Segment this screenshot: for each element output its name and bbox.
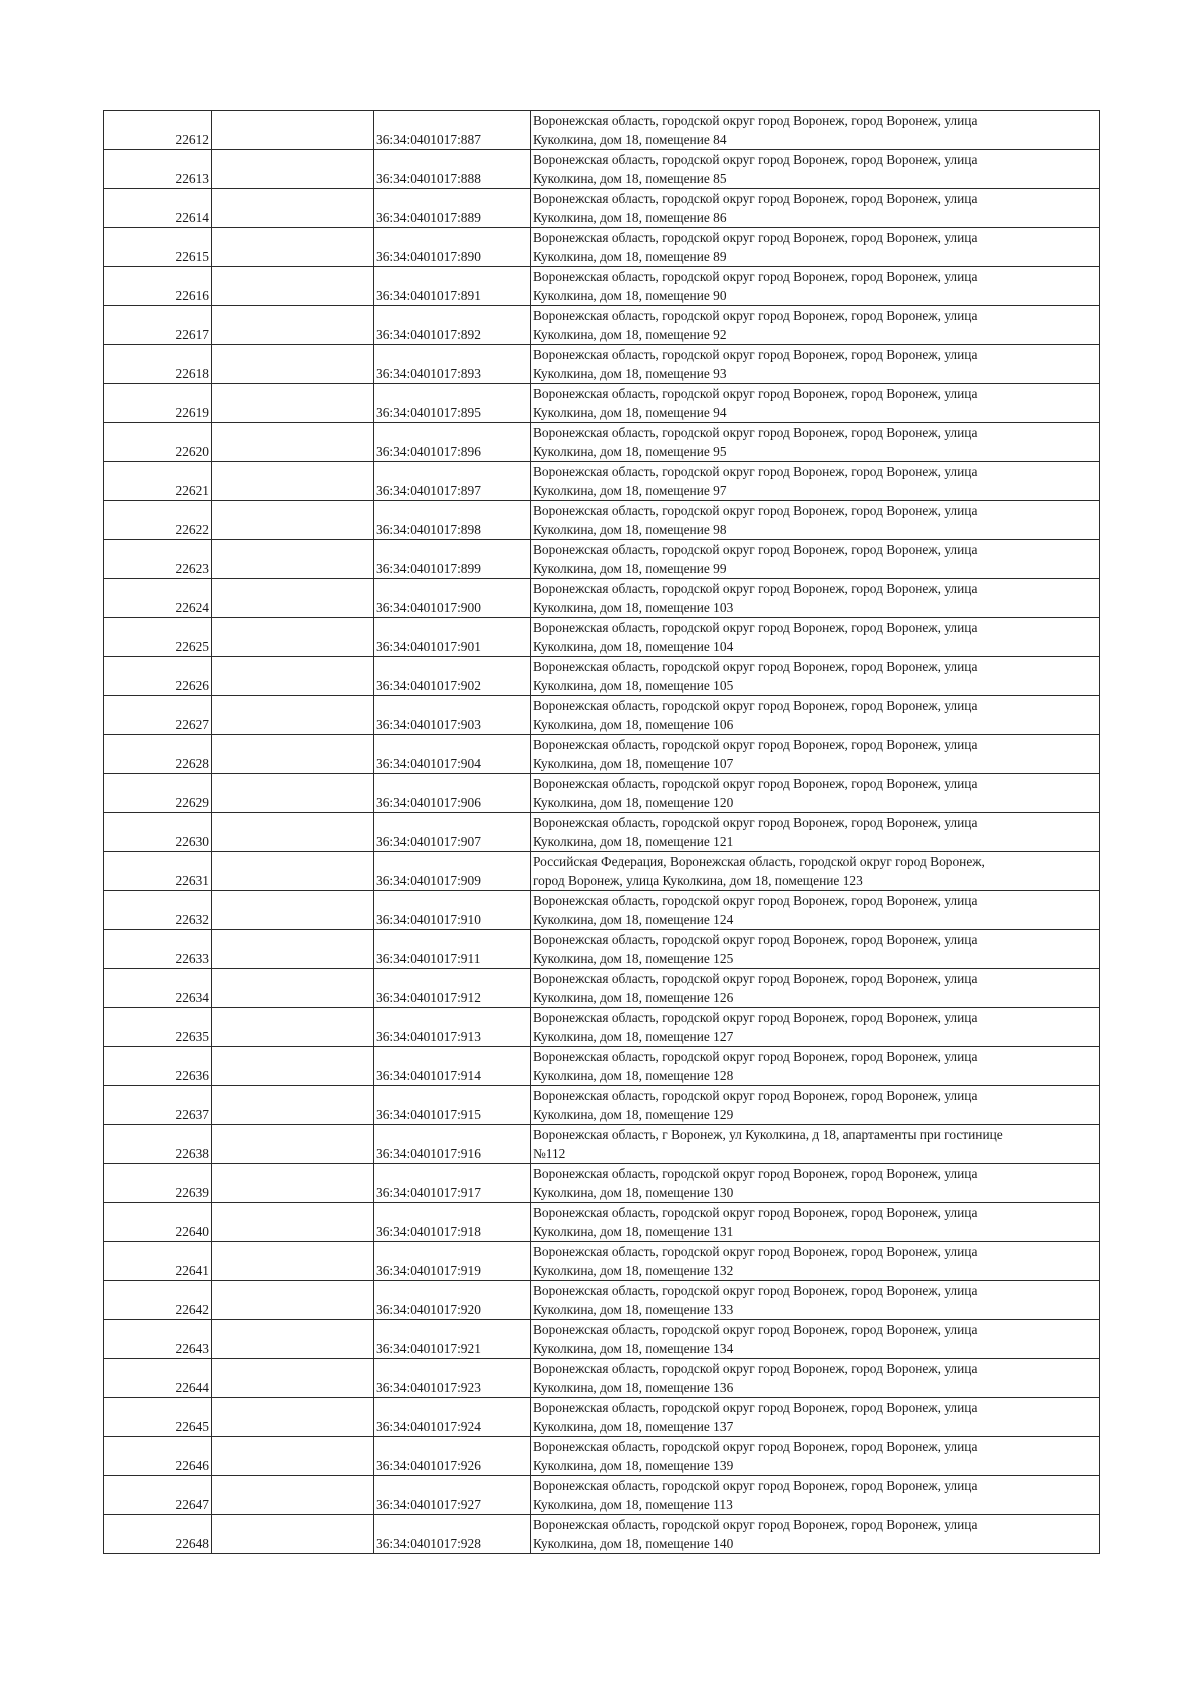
empty-cell — [212, 1437, 374, 1476]
cadastral-number-cell: 36:34:0401017:903 — [374, 696, 531, 735]
table-row — [104, 423, 1100, 462]
empty-cell — [212, 1086, 374, 1125]
table-body — [104, 111, 1100, 1554]
row-number-cell: 22642 — [104, 1281, 212, 1320]
address-cell — [531, 228, 1100, 267]
cadastral-number-cell: 36:34:0401017:902 — [374, 657, 531, 696]
empty-cell — [212, 1359, 374, 1398]
address-line-2: город Воронеж, улица Куколкина, дом 18, помещение 123 — [533, 873, 863, 888]
address-cell — [531, 657, 1100, 696]
empty-cell — [212, 1164, 374, 1203]
address-cell — [531, 423, 1100, 462]
address-line-2: Куколкина, дом 18, помещение 107 — [533, 756, 734, 771]
address-cell — [531, 618, 1100, 657]
cadastral-number-cell: 36:34:0401017:928 — [374, 1515, 531, 1554]
cadastral-number-cell: 36:34:0401017:898 — [374, 501, 531, 540]
row-number-cell: 22644 — [104, 1359, 212, 1398]
cadastral-number-cell: 36:34:0401017:924 — [374, 1398, 531, 1437]
address-line-2: Куколкина, дом 18, помещение 92 — [533, 327, 727, 342]
address-line-1: Воронежская область, городской округ город Воронеж, город Воронеж, улица — [533, 581, 978, 596]
row-number-cell: 22614 — [104, 189, 212, 228]
cadastral-number-cell: 36:34:0401017:909 — [374, 852, 531, 891]
empty-cell — [212, 969, 374, 1008]
row-number-cell: 22623 — [104, 540, 212, 579]
address-cell — [531, 1125, 1100, 1164]
address-line-2: Куколкина, дом 18, помещение 124 — [533, 912, 734, 927]
address-line-1: Воронежская область, городской округ город Воронеж, город Воронеж, улица — [533, 1244, 978, 1259]
table-row — [104, 462, 1100, 501]
address-line-2: Куколкина, дом 18, помещение 136 — [533, 1380, 734, 1395]
address-line-1: Воронежская область, городской округ город Воронеж, город Воронеж, улица — [533, 503, 978, 518]
table-row — [104, 1047, 1100, 1086]
empty-cell — [212, 267, 374, 306]
cadastral-number-cell: 36:34:0401017:914 — [374, 1047, 531, 1086]
row-number-cell: 22619 — [104, 384, 212, 423]
address-line-2: Куколкина, дом 18, помещение 134 — [533, 1341, 734, 1356]
table-row — [104, 228, 1100, 267]
address-line-2: Куколкина, дом 18, помещение 86 — [533, 210, 727, 225]
empty-cell — [212, 501, 374, 540]
row-number-cell: 22624 — [104, 579, 212, 618]
address-line-2: Куколкина, дом 18, помещение 104 — [533, 639, 734, 654]
address-line-2: Куколкина, дом 18, помещение 129 — [533, 1107, 734, 1122]
address-line-2: Куколкина, дом 18, помещение 93 — [533, 366, 727, 381]
empty-cell — [212, 540, 374, 579]
empty-cell — [212, 1047, 374, 1086]
address-cell — [531, 1398, 1100, 1437]
address-cell — [531, 384, 1100, 423]
row-number-cell: 22621 — [104, 462, 212, 501]
empty-cell — [212, 579, 374, 618]
row-number-cell: 22622 — [104, 501, 212, 540]
address-line-1: Воронежская область, городской округ город Воронеж, город Воронеж, улица — [533, 659, 978, 674]
address-line-2: Куколкина, дом 18, помещение 99 — [533, 561, 727, 576]
row-number-cell: 22636 — [104, 1047, 212, 1086]
table-row — [104, 540, 1100, 579]
table-row — [104, 1281, 1100, 1320]
row-number-cell: 22638 — [104, 1125, 212, 1164]
cadastral-number-cell: 36:34:0401017:913 — [374, 1008, 531, 1047]
table-row — [104, 1515, 1100, 1554]
row-number-cell: 22625 — [104, 618, 212, 657]
cadastral-number-cell: 36:34:0401017:920 — [374, 1281, 531, 1320]
cadastral-number-cell: 36:34:0401017:904 — [374, 735, 531, 774]
address-line-1: Воронежская область, городской округ город Воронеж, город Воронеж, улица — [533, 1049, 978, 1064]
address-cell — [531, 1086, 1100, 1125]
table-row — [104, 189, 1100, 228]
address-line-2: Куколкина, дом 18, помещение 85 — [533, 171, 727, 186]
address-cell — [531, 267, 1100, 306]
address-line-2: Куколкина, дом 18, помещение 90 — [533, 288, 727, 303]
address-line-1: Воронежская область, городской округ город Воронеж, город Воронеж, улица — [533, 1010, 978, 1025]
address-line-2: Куколкина, дом 18, помещение 126 — [533, 990, 734, 1005]
row-number-cell: 22639 — [104, 1164, 212, 1203]
empty-cell — [212, 1281, 374, 1320]
table-row — [104, 891, 1100, 930]
table-row — [104, 1086, 1100, 1125]
table-row — [104, 852, 1100, 891]
row-number-cell: 22620 — [104, 423, 212, 462]
address-cell — [531, 462, 1100, 501]
table-row — [104, 501, 1100, 540]
table-row — [104, 1164, 1100, 1203]
row-number-cell: 22640 — [104, 1203, 212, 1242]
address-cell — [531, 930, 1100, 969]
address-line-2: Куколкина, дом 18, помещение 121 — [533, 834, 734, 849]
address-line-1: Воронежская область, городской округ город Воронеж, город Воронеж, улица — [533, 737, 978, 752]
address-line-1: Воронежская область, городской округ город Воронеж, город Воронеж, улица — [533, 1205, 978, 1220]
cadastral-number-cell: 36:34:0401017:899 — [374, 540, 531, 579]
address-cell — [531, 1281, 1100, 1320]
cadastral-number-cell: 36:34:0401017:921 — [374, 1320, 531, 1359]
table-row — [104, 1437, 1100, 1476]
table-row — [104, 111, 1100, 150]
cadastral-number-cell: 36:34:0401017:891 — [374, 267, 531, 306]
address-line-2: Куколкина, дом 18, помещение 97 — [533, 483, 727, 498]
table-row — [104, 150, 1100, 189]
address-line-1: Воронежская область, городской округ город Воронеж, город Воронеж, улица — [533, 152, 978, 167]
table-row — [104, 657, 1100, 696]
table-row — [104, 735, 1100, 774]
address-line-2: Куколкина, дом 18, помещение 140 — [533, 1536, 734, 1551]
table-row — [104, 267, 1100, 306]
address-cell — [531, 1476, 1100, 1515]
address-cell — [531, 1320, 1100, 1359]
empty-cell — [212, 852, 374, 891]
cadastral-number-cell: 36:34:0401017:912 — [374, 969, 531, 1008]
table-row — [104, 930, 1100, 969]
address-line-1: Воронежская область, городской округ город Воронеж, город Воронеж, улица — [533, 542, 978, 557]
address-line-2: Куколкина, дом 18, помещение 131 — [533, 1224, 734, 1239]
cadastral-number-cell: 36:34:0401017:889 — [374, 189, 531, 228]
cadastral-number-cell: 36:34:0401017:901 — [374, 618, 531, 657]
address-line-1: Воронежская область, городской округ город Воронеж, город Воронеж, улица — [533, 386, 978, 401]
row-number-cell: 22633 — [104, 930, 212, 969]
table-row — [104, 1125, 1100, 1164]
address-cell — [531, 1359, 1100, 1398]
table-row — [104, 696, 1100, 735]
address-line-1: Воронежская область, городской округ город Воронеж, город Воронеж, улица — [533, 1088, 978, 1103]
row-number-cell: 22626 — [104, 657, 212, 696]
address-cell — [531, 579, 1100, 618]
address-cell — [531, 306, 1100, 345]
address-line-2: Куколкина, дом 18, помещение 94 — [533, 405, 727, 420]
address-line-2: Куколкина, дом 18, помещение 84 — [533, 132, 727, 147]
row-number-cell: 22646 — [104, 1437, 212, 1476]
empty-cell — [212, 1203, 374, 1242]
empty-cell — [212, 735, 374, 774]
row-number-cell: 22613 — [104, 150, 212, 189]
empty-cell — [212, 657, 374, 696]
row-number-cell: 22630 — [104, 813, 212, 852]
table-row — [104, 774, 1100, 813]
address-cell — [531, 111, 1100, 150]
address-line-1: Воронежская область, городской округ город Воронеж, город Воронеж, улица — [533, 893, 978, 908]
address-line-1: Воронежская область, городской округ город Воронеж, город Воронеж, улица — [533, 1439, 978, 1454]
row-number-cell: 22631 — [104, 852, 212, 891]
address-line-2: Куколкина, дом 18, помещение 98 — [533, 522, 727, 537]
empty-cell — [212, 618, 374, 657]
table-row — [104, 1203, 1100, 1242]
address-cell — [531, 1242, 1100, 1281]
address-cell — [531, 150, 1100, 189]
address-line-2: Куколкина, дом 18, помещение 106 — [533, 717, 734, 732]
row-number-cell: 22617 — [104, 306, 212, 345]
address-line-1: Воронежская область, городской округ город Воронеж, город Воронеж, улица — [533, 1322, 978, 1337]
address-line-1: Воронежская область, городской округ город Воронеж, город Воронеж, улица — [533, 269, 978, 284]
address-line-1: Воронежская область, городской округ город Воронеж, город Воронеж, улица — [533, 425, 978, 440]
address-line-1: Воронежская область, городской округ город Воронеж, город Воронеж, улица — [533, 230, 978, 245]
table-row — [104, 306, 1100, 345]
cadastral-number-cell: 36:34:0401017:890 — [374, 228, 531, 267]
address-line-2: Куколкина, дом 18, помещение 137 — [533, 1419, 734, 1434]
address-cell — [531, 1203, 1100, 1242]
table-row — [104, 384, 1100, 423]
row-number-cell: 22635 — [104, 1008, 212, 1047]
address-cell — [531, 1437, 1100, 1476]
table-row — [104, 1320, 1100, 1359]
address-line-1: Воронежская область, городской округ город Воронеж, город Воронеж, улица — [533, 1166, 978, 1181]
table-row — [104, 1398, 1100, 1437]
cadastral-number-cell: 36:34:0401017:923 — [374, 1359, 531, 1398]
row-number-cell: 22634 — [104, 969, 212, 1008]
empty-cell — [212, 1476, 374, 1515]
cadastral-number-cell: 36:34:0401017:888 — [374, 150, 531, 189]
empty-cell — [212, 150, 374, 189]
address-line-1: Воронежская область, городской округ город Воронеж, город Воронеж, улица — [533, 971, 978, 986]
address-line-1: Воронежская область, городской округ город Воронеж, город Воронеж, улица — [533, 347, 978, 362]
address-line-2: Куколкина, дом 18, помещение 120 — [533, 795, 734, 810]
address-line-2: Куколкина, дом 18, помещение 127 — [533, 1029, 734, 1044]
address-cell — [531, 696, 1100, 735]
address-cell — [531, 1164, 1100, 1203]
row-number-cell: 22628 — [104, 735, 212, 774]
address-cell — [531, 1515, 1100, 1554]
row-number-cell: 22612 — [104, 111, 212, 150]
address-line-1: Воронежская область, г Воронеж, ул Куколкина, д 18, апартаменты при гостинице — [533, 1127, 1003, 1142]
empty-cell — [212, 423, 374, 462]
address-line-2: Куколкина, дом 18, помещение 103 — [533, 600, 734, 615]
row-number-cell: 22615 — [104, 228, 212, 267]
row-number-cell: 22648 — [104, 1515, 212, 1554]
address-line-1: Воронежская область, городской округ город Воронеж, город Воронеж, улица — [533, 191, 978, 206]
table-row — [104, 969, 1100, 1008]
address-line-1: Воронежская область, городской округ город Воронеж, город Воронеж, улица — [533, 1361, 978, 1376]
property-registry-table — [103, 110, 1100, 1554]
address-line-2: Куколкина, дом 18, помещение 139 — [533, 1458, 734, 1473]
address-line-1: Воронежская область, городской округ город Воронеж, город Воронеж, улица — [533, 308, 978, 323]
cadastral-number-cell: 36:34:0401017:895 — [374, 384, 531, 423]
address-cell — [531, 852, 1100, 891]
address-cell — [531, 774, 1100, 813]
cadastral-number-cell: 36:34:0401017:918 — [374, 1203, 531, 1242]
empty-cell — [212, 1125, 374, 1164]
empty-cell — [212, 306, 374, 345]
address-line-2: Куколкина, дом 18, помещение 105 — [533, 678, 734, 693]
address-line-1: Воронежская область, городской округ город Воронеж, город Воронеж, улица — [533, 815, 978, 830]
address-cell — [531, 969, 1100, 1008]
address-line-1: Воронежская область, городской округ город Воронеж, город Воронеж, улица — [533, 1283, 978, 1298]
cadastral-number-cell: 36:34:0401017:926 — [374, 1437, 531, 1476]
cadastral-number-cell: 36:34:0401017:887 — [374, 111, 531, 150]
address-cell — [531, 345, 1100, 384]
address-line-2: Куколкина, дом 18, помещение 125 — [533, 951, 734, 966]
address-line-1: Российская Федерация, Воронежская область, городской округ город Воронеж, — [533, 854, 985, 869]
table-row — [104, 1476, 1100, 1515]
address-cell — [531, 189, 1100, 228]
empty-cell — [212, 345, 374, 384]
empty-cell — [212, 189, 374, 228]
address-line-1: Воронежская область, городской округ город Воронеж, город Воронеж, улица — [533, 620, 978, 635]
address-line-2: Куколкина, дом 18, помещение 113 — [533, 1497, 733, 1512]
address-cell — [531, 891, 1100, 930]
empty-cell — [212, 1320, 374, 1359]
address-cell — [531, 735, 1100, 774]
empty-cell — [212, 228, 374, 267]
empty-cell — [212, 1008, 374, 1047]
empty-cell — [212, 384, 374, 423]
empty-cell — [212, 111, 374, 150]
address-line-2: Куколкина, дом 18, помещение 130 — [533, 1185, 734, 1200]
empty-cell — [212, 462, 374, 501]
address-line-2: Куколкина, дом 18, помещение 128 — [533, 1068, 734, 1083]
cadastral-number-cell: 36:34:0401017:900 — [374, 579, 531, 618]
row-number-cell: 22627 — [104, 696, 212, 735]
cadastral-number-cell: 36:34:0401017:896 — [374, 423, 531, 462]
cadastral-number-cell: 36:34:0401017:927 — [374, 1476, 531, 1515]
address-line-1: Воронежская область, городской округ город Воронеж, город Воронеж, улица — [533, 464, 978, 479]
cadastral-number-cell: 36:34:0401017:897 — [374, 462, 531, 501]
empty-cell — [212, 696, 374, 735]
table-row — [104, 579, 1100, 618]
cadastral-number-cell: 36:34:0401017:893 — [374, 345, 531, 384]
table-row — [104, 813, 1100, 852]
row-number-cell: 22645 — [104, 1398, 212, 1437]
row-number-cell: 22641 — [104, 1242, 212, 1281]
address-line-1: Воронежская область, городской округ город Воронеж, город Воронеж, улица — [533, 932, 978, 947]
cadastral-number-cell: 36:34:0401017:910 — [374, 891, 531, 930]
address-line-1: Воронежская область, городской округ город Воронеж, город Воронеж, улица — [533, 1517, 978, 1532]
empty-cell — [212, 1515, 374, 1554]
table-row — [104, 1008, 1100, 1047]
address-cell — [531, 1047, 1100, 1086]
address-cell — [531, 501, 1100, 540]
empty-cell — [212, 813, 374, 852]
address-line-1: Воронежская область, городской округ город Воронеж, город Воронеж, улица — [533, 1478, 978, 1493]
cadastral-number-cell: 36:34:0401017:907 — [374, 813, 531, 852]
cadastral-number-cell: 36:34:0401017:915 — [374, 1086, 531, 1125]
empty-cell — [212, 774, 374, 813]
row-number-cell: 22618 — [104, 345, 212, 384]
address-line-1: Воронежская область, городской округ город Воронеж, город Воронеж, улица — [533, 113, 978, 128]
row-number-cell: 22643 — [104, 1320, 212, 1359]
cadastral-number-cell: 36:34:0401017:892 — [374, 306, 531, 345]
empty-cell — [212, 1242, 374, 1281]
table-row — [104, 1242, 1100, 1281]
row-number-cell: 22629 — [104, 774, 212, 813]
table-row — [104, 345, 1100, 384]
table-row — [104, 1359, 1100, 1398]
cadastral-number-cell: 36:34:0401017:906 — [374, 774, 531, 813]
address-cell — [531, 540, 1100, 579]
address-line-1: Воронежская область, городской округ город Воронеж, город Воронеж, улица — [533, 1400, 978, 1415]
cadastral-number-cell: 36:34:0401017:911 — [374, 930, 531, 969]
table-row — [104, 618, 1100, 657]
cadastral-number-cell: 36:34:0401017:917 — [374, 1164, 531, 1203]
cadastral-number-cell: 36:34:0401017:919 — [374, 1242, 531, 1281]
empty-cell — [212, 891, 374, 930]
row-number-cell: 22647 — [104, 1476, 212, 1515]
address-cell — [531, 813, 1100, 852]
address-line-2: Куколкина, дом 18, помещение 89 — [533, 249, 727, 264]
empty-cell — [212, 930, 374, 969]
address-line-1: Воронежская область, городской округ город Воронеж, город Воронеж, улица — [533, 698, 978, 713]
row-number-cell: 22632 — [104, 891, 212, 930]
cadastral-number-cell: 36:34:0401017:916 — [374, 1125, 531, 1164]
address-line-2: Куколкина, дом 18, помещение 132 — [533, 1263, 734, 1278]
row-number-cell: 22637 — [104, 1086, 212, 1125]
row-number-cell: 22616 — [104, 267, 212, 306]
address-cell — [531, 1008, 1100, 1047]
address-line-2: Куколкина, дом 18, помещение 95 — [533, 444, 727, 459]
address-line-2: №112 — [533, 1146, 566, 1161]
empty-cell — [212, 1398, 374, 1437]
address-line-1: Воронежская область, городской округ город Воронеж, город Воронеж, улица — [533, 776, 978, 791]
address-line-2: Куколкина, дом 18, помещение 133 — [533, 1302, 734, 1317]
